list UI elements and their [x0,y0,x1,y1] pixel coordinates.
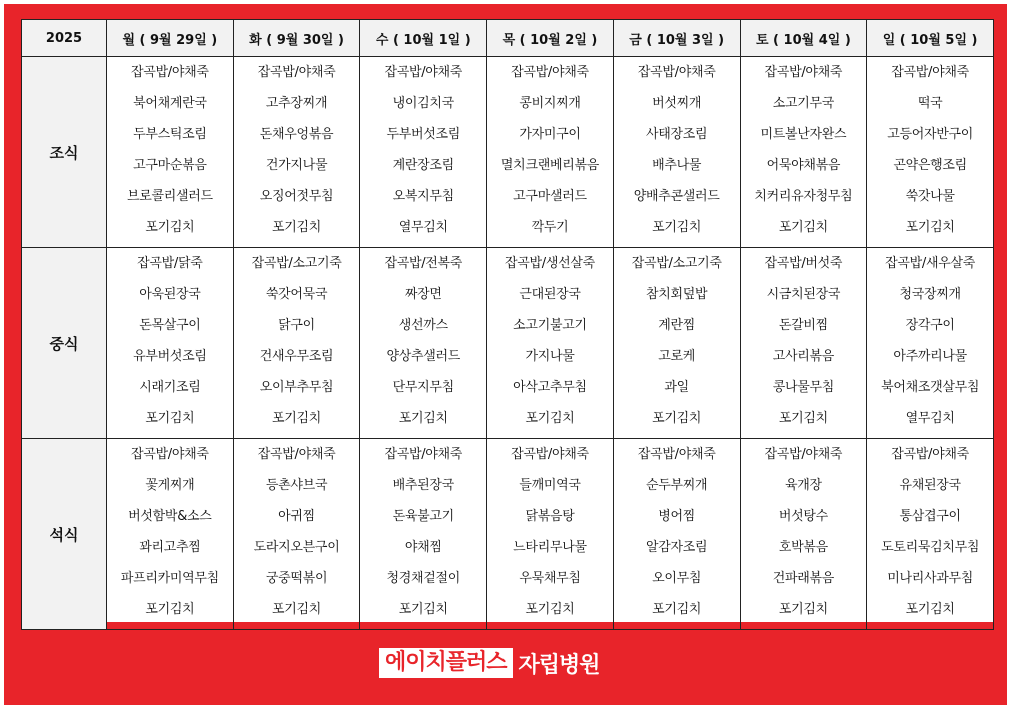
menu-item-list [487,248,613,438]
menu-item-list [234,439,360,629]
menu-item: 가지나물 [525,349,575,364]
menu-cell-mon [107,57,234,248]
menu-item: 포기김치 [145,602,195,617]
menu-item: 포기김치 [778,602,828,617]
menu-item: 시금치된장국 [766,287,841,302]
menu-item: 브로콜리샐러드 [126,189,213,204]
menu-item: 닭구이 [278,318,315,333]
menu-item: 근대된장국 [519,287,581,302]
menu-item: 아귀찜 [278,509,315,524]
menu-item: 건가지나물 [265,158,328,173]
menu-item: 잡곡밥/야채죽 [131,65,209,80]
menu-item: 사태장조림 [646,127,708,142]
menu-item: 잡곡밥/야채죽 [384,65,463,80]
menu-item: 잡곡밥/닭죽 [137,256,203,271]
brand-logo-mark: 에이치플러스 [379,648,513,678]
menu-item: 고사리볶음 [772,349,835,364]
menu-item: 청경채겉절이 [386,571,461,586]
menu-item: 잡곡밥/야채죽 [891,447,969,462]
menu-cell-thu [487,57,614,248]
menu-item: 배추나물 [652,158,702,173]
menu-item: 우묵채무침 [519,571,581,586]
menu-item-list [360,439,486,629]
menu-item: 병어찜 [658,509,696,524]
menu-item: 열무김치 [905,411,955,426]
menu-item-list [741,57,867,247]
menu-item: 들깨미역국 [519,478,581,493]
menu-item: 잡곡밥/야채죽 [637,65,716,80]
meal-label: 중식 [22,248,107,439]
menu-item-list [867,248,993,438]
menu-item: 포기김치 [272,602,322,617]
year-header: 2025 [22,20,107,57]
menu-item: 유채된장국 [899,478,961,493]
menu-item: 장각구이 [905,318,955,333]
menu-cell-thu [487,248,614,439]
menu-item: 잡곡밥/버섯죽 [764,256,843,271]
menu-item: 잡곡밥/야채죽 [257,447,336,462]
menu-item: 버섯탕수 [778,509,828,524]
menu-item: 오이무침 [652,571,702,586]
day-header-wed: 수 ( 10월 1일 ) [360,20,487,57]
menu-item: 꽃게찌개 [145,478,195,493]
menu-item: 닭볶음탕 [525,509,575,524]
menu-item: 잡곡밥/야채죽 [764,65,843,80]
menu-item: 아삭고추무침 [513,380,587,395]
menu-item: 잡곡밥/생선살죽 [505,256,595,271]
menu-item-list [614,57,740,247]
menu-item: 포기김치 [652,411,702,426]
menu-cell-thu [487,439,614,630]
menu-cell-mon [107,248,234,439]
menu-item: 고구마순볶음 [133,158,207,173]
menu-item: 호박볶음 [778,540,828,555]
menu-item-list [234,248,360,438]
menu-item-list [360,248,486,438]
menu-item: 도라지오븐구이 [253,540,340,555]
menu-item: 잡곡밥/야채죽 [511,447,589,462]
day-header-sun: 일 ( 10월 5일 ) [867,20,994,57]
menu-item: 포기김치 [652,220,702,235]
menu-cell-fri [613,57,740,248]
menu-item-list [234,57,360,247]
menu-item: 북어채계란국 [133,96,207,111]
menu-item: 양배추콘샐러드 [633,189,720,204]
hospital-name: 자립병원 [518,652,600,678]
menu-item: 고등어자반구이 [887,127,974,142]
menu-item-list [741,439,867,629]
menu-item: 건파래볶음 [772,571,835,586]
menu-item: 멸치크랜베리볶음 [500,158,599,173]
menu-item: 소고기무국 [772,96,835,111]
menu-sheet [21,19,994,622]
meal-row [22,57,994,248]
menu-item: 가자미구이 [519,127,581,142]
menu-item: 아주까리나물 [893,349,967,364]
menu-item-list [741,248,867,438]
header-row [22,20,994,57]
menu-item: 열무김치 [398,220,448,235]
menu-item: 돈채우엉볶음 [259,127,334,142]
menu-item: 등촌샤브국 [265,478,328,493]
menu-item: 포기김치 [525,602,575,617]
menu-item: 포기김치 [778,411,828,426]
meal-row [22,439,994,630]
menu-item: 포기김치 [905,220,955,235]
menu-item: 파프리카미역무침 [120,571,219,586]
menu-item: 고로케 [658,349,696,364]
menu-item: 아욱된장국 [139,287,201,302]
menu-item: 잡곡밥/야채죽 [384,447,463,462]
meal-label: 조식 [22,57,107,248]
menu-item: 꽈리고추찜 [139,540,201,555]
menu-item-list [487,57,613,247]
menu-item: 청국장찌개 [899,287,961,302]
menu-item: 콩비지찌개 [519,96,581,111]
menu-item: 냉이김치국 [392,96,454,111]
menu-item: 육개장 [784,478,822,493]
menu-item: 떡국 [917,96,943,111]
menu-cell-sat [740,57,867,248]
menu-item: 잡곡밥/야채죽 [891,65,969,80]
menu-cell-sun [867,248,994,439]
menu-item: 북어채조갯살무침 [881,380,980,395]
menu-item: 알감자조림 [646,540,708,555]
menu-cell-wed [360,248,487,439]
menu-item: 생선까스 [398,318,448,333]
weekly-menu-table [21,19,994,630]
menu-item: 계란찜 [658,318,696,333]
menu-item: 오복지무침 [392,189,454,204]
menu-item-list [360,57,486,247]
menu-item: 궁중떡볶이 [265,571,328,586]
menu-item: 건새우무조림 [259,349,334,364]
menu-item: 계란장조림 [392,158,454,173]
menu-item: 오징어젓무침 [259,189,334,204]
menu-cell-sat [740,439,867,630]
menu-item: 미나리사과무침 [887,571,974,586]
menu-cell-mon [107,439,234,630]
menu-item: 두부버섯조림 [386,127,461,142]
menu-item: 버섯함박&소스 [128,509,212,524]
menu-item: 참치회덮밥 [646,287,708,302]
menu-cell-sun [867,439,994,630]
menu-item: 돈갈비찜 [778,318,828,333]
menu-item: 배추된장국 [392,478,454,493]
menu-item: 잡곡밥/야채죽 [637,447,716,462]
menu-item-list [867,439,993,629]
menu-cell-wed [360,439,487,630]
menu-item: 포기김치 [272,411,322,426]
day-header-tue: 화 ( 9월 30일 ) [233,20,360,57]
day-header-mon: 월 ( 9월 29일 ) [107,20,234,57]
menu-item: 포기김치 [272,220,322,235]
day-header-thu: 목 ( 10월 2일 ) [487,20,614,57]
menu-item: 치커리유자청무침 [754,189,853,204]
menu-cell-wed [360,57,487,248]
menu-item: 잡곡밥/야채죽 [511,65,589,80]
menu-item: 포기김치 [525,411,575,426]
menu-item: 콩나물무침 [772,380,835,395]
meal-row [22,248,994,439]
menu-item-list [107,439,233,629]
menu-item: 오이부추무침 [259,380,334,395]
menu-item: 잡곡밥/전복죽 [384,256,463,271]
menu-item-list [614,248,740,438]
menu-item: 잡곡밥/소고기죽 [631,256,722,271]
menu-item-list [107,57,233,247]
menu-item: 잡곡밥/소고기죽 [251,256,342,271]
menu-item: 과일 [664,380,689,395]
menu-item: 소고기불고기 [513,318,587,333]
menu-item: 야채찜 [404,540,442,555]
menu-item: 포기김치 [778,220,828,235]
day-header-sat: 토 ( 10월 4일 ) [740,20,867,57]
menu-item: 짜장면 [404,287,442,302]
menu-cell-tue [233,439,360,630]
menu-item: 시래기조림 [139,380,201,395]
menu-item: 단무지무침 [392,380,454,395]
menu-item: 잡곡밥/야채죽 [764,447,843,462]
menu-item: 두부스틱조림 [133,127,207,142]
menu-poster-frame [4,4,1007,705]
menu-item: 곤약은행조림 [893,158,967,173]
menu-item: 포기김치 [652,602,702,617]
menu-item: 고추장찌개 [265,96,328,111]
menu-cell-fri [613,439,740,630]
menu-item: 통삼겹구이 [899,509,961,524]
menu-item: 순두부찌개 [646,478,708,493]
menu-item: 고구마샐러드 [513,189,587,204]
menu-item: 잡곡밥/야채죽 [257,65,336,80]
menu-cell-fri [613,248,740,439]
menu-item: 잡곡밥/야채죽 [131,447,209,462]
menu-item-list [614,439,740,629]
menu-item: 쑥갓나물 [905,189,955,204]
menu-cell-sat [740,248,867,439]
menu-item: 유부버섯조림 [133,349,207,364]
menu-item-list [107,248,233,438]
menu-cell-tue [233,57,360,248]
menu-item: 돈육불고기 [392,509,454,524]
menu-item: 도토리묵김치무침 [881,540,980,555]
menu-item: 포기김치 [905,602,955,617]
menu-item: 깍두기 [531,220,569,235]
menu-item: 포기김치 [145,411,195,426]
menu-item: 돈목살구이 [139,318,201,333]
menu-item: 느타리무나물 [513,540,587,555]
menu-item: 양상추샐러드 [386,349,461,364]
day-header-fri: 금 ( 10월 3일 ) [613,20,740,57]
hospital-logo [379,644,600,682]
menu-cell-sun [867,57,994,248]
menu-item: 쑥갓어묵국 [265,287,328,302]
menu-item: 버섯찌개 [652,96,702,111]
menu-item: 포기김치 [145,220,195,235]
menu-item: 어묵야채볶음 [766,158,841,173]
menu-item: 포기김치 [398,411,448,426]
menu-item-list [487,439,613,629]
menu-item: 포기김치 [398,602,448,617]
menu-cell-tue [233,248,360,439]
menu-item: 미트볼난자완스 [760,127,847,142]
menu-item: 잡곡밥/새우살죽 [885,256,976,271]
meal-label: 석식 [22,439,107,630]
menu-item-list [867,57,993,247]
